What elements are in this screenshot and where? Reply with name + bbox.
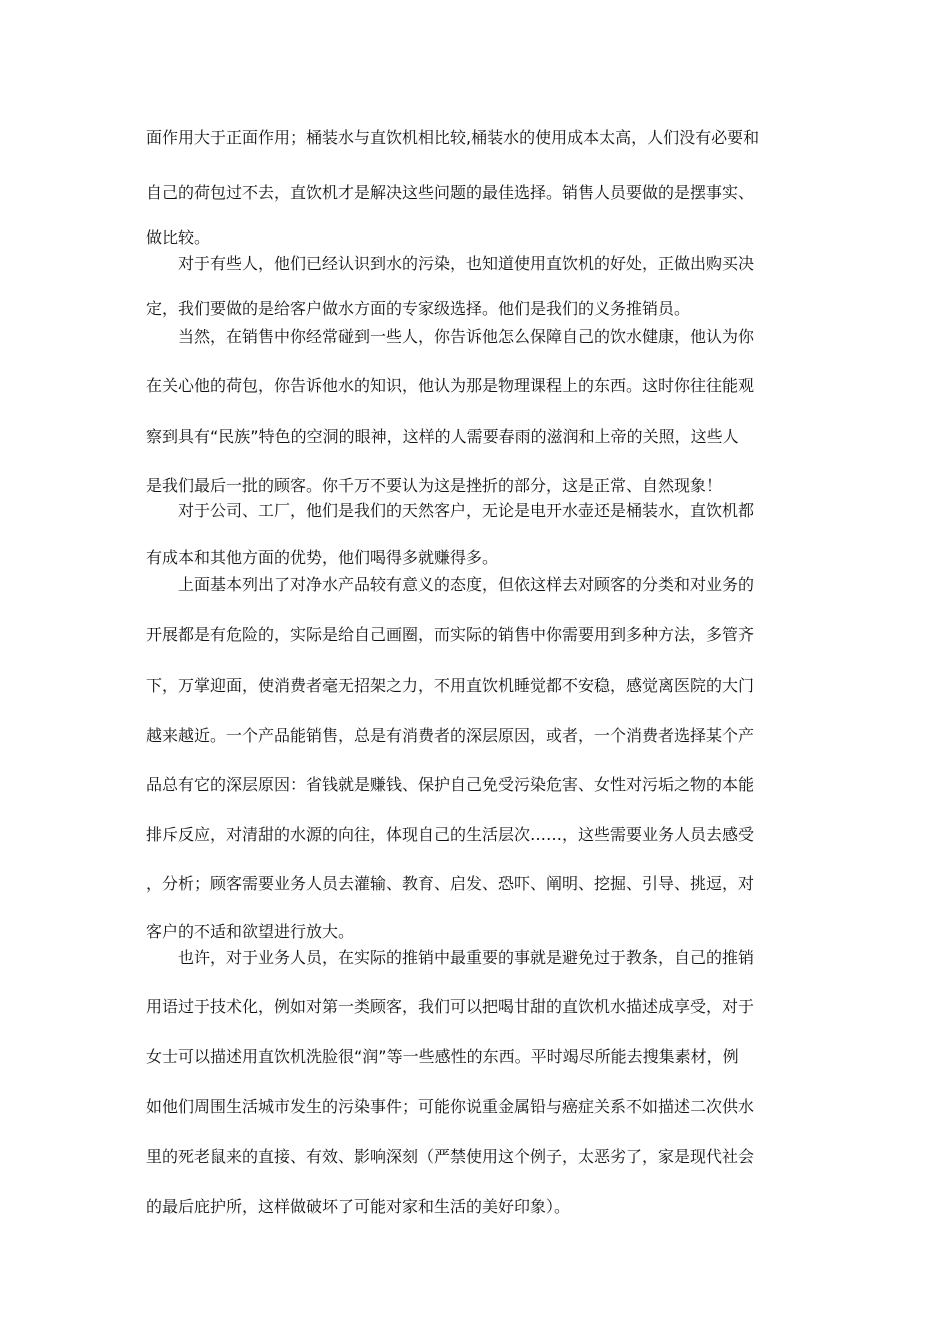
text-line: 女士可以描述用直饮机洗脸很“润”等一些感性的东西。平时竭尽所能去搜集素材，例 (146, 1047, 739, 1066)
text-line: 里的死老鼠来的直接、有效、影响深刻（严禁使用这个例子，太恶劣了，家是现代社会 (146, 1147, 755, 1166)
text-line: 上面基本列出了对净水产品较有意义的态度，但依这样去对顾客的分类和对业务的 (178, 575, 755, 594)
text-line: 如他们周围生活城市发生的污染事件；可能你说重金属铅与癌症关系不如描述二次供水 (146, 1097, 755, 1116)
text-line: 对于公司、工厂，他们是我们的天然客户，无论是电开水壶还是桶装水，直饮机都 (178, 501, 755, 520)
text-line: 用语过于技术化，例如对第一类顾客，我们可以把喝甘甜的直饮机水描述成享受，对于 (146, 997, 755, 1016)
text-line: 对于有些人，他们已经认识到水的污染，也知道使用直饮机的好处，正做出购买决 (178, 254, 755, 273)
text-line: 下，万掌迎面，使消费者毫无招架之力，不用直饮机睡觉都不安稳，感觉离医院的大门 (146, 676, 755, 695)
text-line: 排斥反应，对清甜的水源的向往，体现自己的生活层次……，这些需要业务人员去感受 (146, 825, 755, 844)
text-line: 品总有它的深层原因：省钱就是赚钱、保护自己免受污染危害、女性对污垢之物的本能 (146, 775, 755, 794)
text-line: 当然，在销售中你经常碰到一些人，你告诉他怎么保障自己的饮水健康，他认为你 (178, 327, 755, 346)
text-line: 定，我们要做的是给客户做水方面的专家级选择。他们是我们的义务推销员。 (146, 299, 691, 318)
text-line: 越来越近。一个产品能销售，总是有消费者的深层原因，或者，一个消费者选择某个产 (146, 726, 755, 745)
text-line: 开展都是有危险的，实际是给自己画圈，而实际的销售中你需要用到多种方法，多管齐 (146, 625, 755, 644)
text-line: 有成本和其他方面的优势，他们喝得多就赚得多。 (146, 548, 499, 567)
text-line: 做比较。 (146, 228, 211, 247)
text-line: 自己的荷包过不去，直饮机才是解决这些问题的最佳选择。销售人员要做的是摆事实、 (146, 183, 755, 202)
text-line: 的最后庇护所，这样做破坏了可能对家和生活的美好印象）。 (146, 1197, 571, 1216)
text-line: 是我们最后一批的顾客。你千万不要认为这是挫折的部分，这是正常、自然现象！ (146, 476, 723, 495)
text-line: 客户的不适和欲望进行放大。 (146, 922, 355, 941)
text-line: ，分析；顾客需要业务人员去灌输、教育、启发、恐吓、阐明、挖掘、引导、挑逗，对 (146, 874, 755, 893)
text-line: 在关心他的荷包，你告诉他水的知识，他认为那是物理课程上的东西。这时你往往能观 (146, 376, 755, 395)
text-line: 也许，对于业务人员，在实际的推销中最重要的事就是避免过于教条，自己的推销 (178, 948, 755, 967)
text-line: 面作用大于正面作用；桶装水与直饮机相比较,桶装水的使用成本太高，人们没有必要和 (146, 128, 760, 147)
text-line: 察到具有“民族”特色的空洞的眼神，这样的人需要春雨的滋润和上帝的关照，这些人 (146, 427, 739, 446)
